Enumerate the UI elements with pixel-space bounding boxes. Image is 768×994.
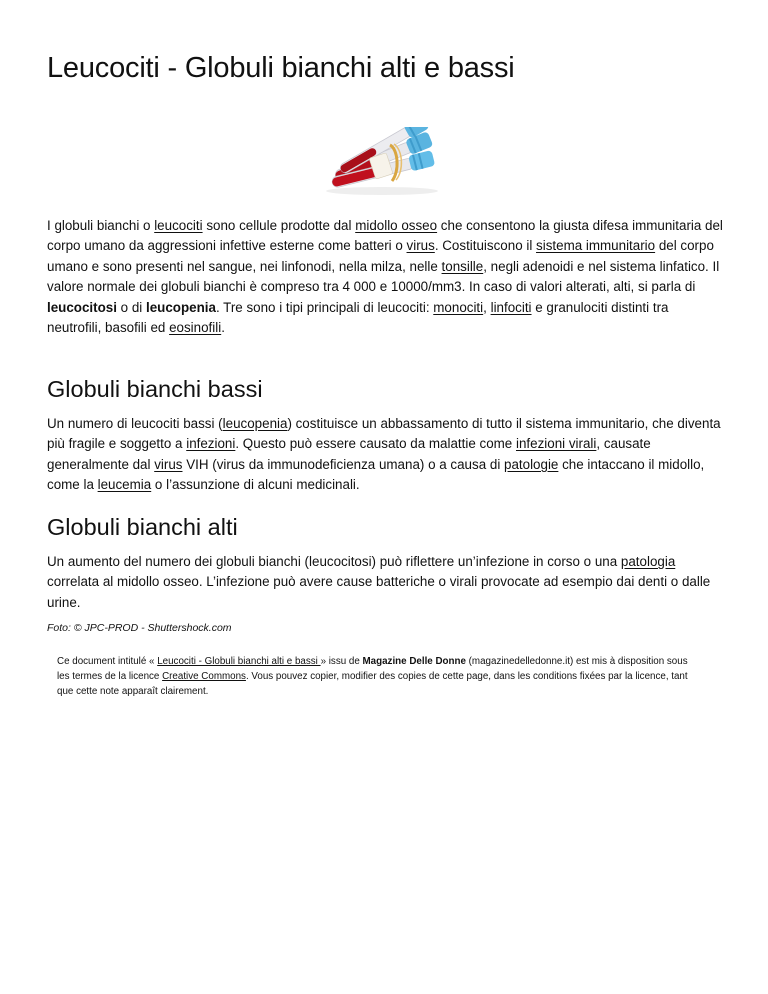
intro-text: che consentono la giusta difesa immunitaria del corpo umano da aggressioni infettive esterne come batteri o — [47, 218, 723, 254]
bold-leucopenia: leucopenia — [145, 299, 216, 315]
intro-text: del corpo umano e sono presenti nel sangue, nei linfonodi, nella milza, nelle — [47, 238, 714, 274]
low-text: che intaccano il midollo, come la — [47, 456, 705, 493]
publisher-name: Magazine Delle Donne — [362, 656, 466, 667]
link-linfociti[interactable]: linfociti — [490, 299, 532, 315]
link-article-title[interactable]: Leucociti - Globuli bianchi alti e bassi — [157, 656, 321, 667]
intro-text: . — [221, 320, 225, 336]
intro-text: sono cellule prodotte dal — [202, 218, 356, 233]
low-text: , causate generalmente dal — [47, 436, 651, 472]
high-paragraph — [47, 552, 723, 613]
intro-text: , — [483, 299, 491, 315]
intro-text: o di — [116, 299, 146, 315]
page-title: Leucociti - Globuli bianchi alti e bassi — [47, 52, 515, 84]
license-note — [57, 654, 697, 699]
link-tonsille[interactable]: tonsille — [441, 258, 484, 274]
low-paragraph — [47, 414, 723, 496]
intro-text: , negli adenoidi e nel sistema linfatico. Il valore normale dei globuli bianchi è compreso tra 4 000 e 10000/mm3. In caso di valori alterati, alti, si parla di — [47, 258, 720, 295]
license-text: (magazinedelledonne.it) est mis à disposition sous les termes de la licence — [57, 656, 688, 682]
license-text: » issu de — [320, 656, 363, 667]
bold-leucocitosi: leucocitosi — [47, 299, 117, 315]
low-text: ) costituisce un abbassamento di tutto il sistema immunitario, che diventa più fragile e soggetto a — [47, 416, 721, 452]
link-eosinofili[interactable]: eosinofili — [169, 320, 222, 336]
link-infezioni-virali[interactable]: infezioni virali — [515, 436, 597, 452]
section-heading-high: Globuli bianchi alti — [47, 514, 238, 540]
low-text: VIH (virus da immunodeficienza umana) o a causa di — [182, 456, 505, 472]
intro-text: . Tre sono i tipi principali di leucociti: — [215, 299, 434, 315]
link-infezioni[interactable]: infezioni — [186, 436, 236, 452]
link-monociti[interactable]: monociti — [433, 299, 484, 315]
link-sistema-immunitario[interactable]: sistema immunitario — [536, 238, 656, 254]
link-patologia[interactable]: patologia — [620, 554, 676, 569]
photo-credit: Foto: © JPC-PROD - Shuttershock.com — [47, 622, 232, 634]
intro-text: . Costituiscono il — [434, 238, 537, 254]
link-leucociti[interactable]: leucociti — [154, 218, 203, 233]
intro-text: e granulociti distinti tra neutrofili, basofili ed — [47, 299, 669, 336]
high-text: Un aumento del numero dei globuli bianchi (leucocitosi) può riflettere un’infezione in corso o una — [47, 554, 621, 569]
link-leucemia[interactable]: leucemia — [97, 477, 152, 493]
link-virus[interactable]: virus — [154, 456, 183, 472]
low-text: . Questo può essere causato da malattie come — [235, 436, 516, 452]
low-text: o l’assunzione di alcuni medicinali. — [151, 477, 360, 493]
low-text: Un numero di leucociti bassi ( — [47, 416, 223, 431]
blood-test-tubes-icon — [312, 127, 452, 195]
section-heading-low: Globuli bianchi bassi — [47, 376, 263, 402]
link-midollo-osseo[interactable]: midollo osseo — [355, 218, 438, 233]
link-virus[interactable]: virus — [406, 238, 435, 254]
intro-text: I globuli bianchi o — [47, 218, 155, 233]
high-text: correlata al midollo osseo. L’infezione può avere cause batteriche o virali provocate ad esempio dai denti o dalle urine. — [47, 574, 711, 610]
link-leucopenia[interactable]: leucopenia — [222, 416, 288, 431]
link-patologie[interactable]: patologie — [504, 456, 559, 472]
link-creative-commons[interactable]: Creative Commons — [162, 671, 246, 682]
license-text: Ce document intitulé « — [57, 656, 158, 667]
license-text: . Vous pouvez copier, modifier des copies de cette page, dans les conditions fixées par la licence, tant que cette note apparaît clairement. — [57, 671, 688, 697]
intro-paragraph — [47, 216, 723, 338]
